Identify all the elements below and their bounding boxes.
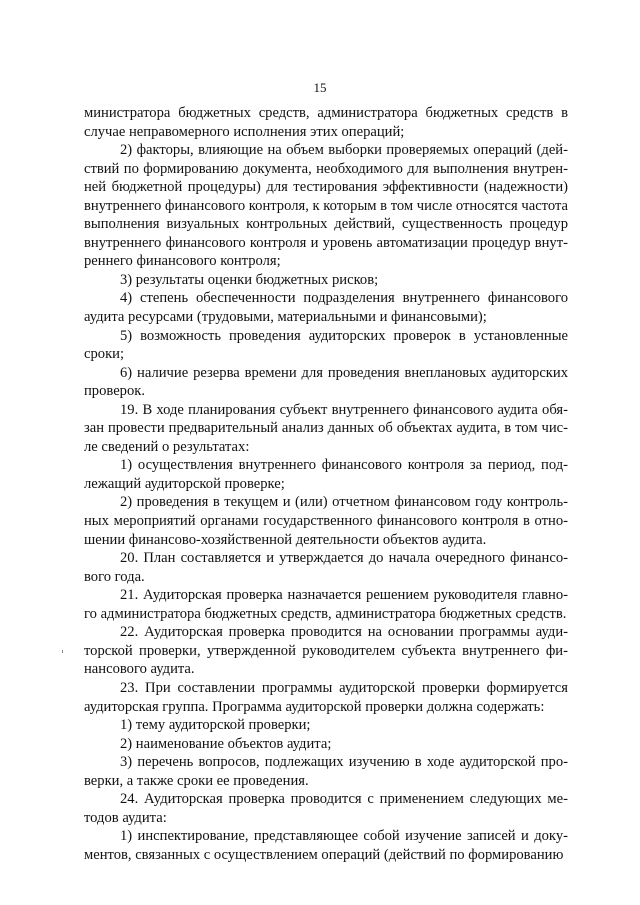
- paragraph: 22. Аудиторская проверка проводится на основании программы аудиторской проверки, утвержденной руководителем субъекта внутреннего финансового аудита.: [84, 624, 568, 678]
- paragraph: 5) возможность проведения аудиторских проверок в установленные сроки;: [84, 327, 568, 363]
- paragraph: 21. Аудиторская проверка назначается решением руководителя главного администратора бюджетных средств, администратора бюджетных средств.: [84, 587, 568, 622]
- paragraph: 3) результаты оценки бюджетных рисков;: [120, 271, 379, 288]
- paragraph: 20. План составляется и утверждается до начала очередного финансового года.: [84, 550, 568, 585]
- paragraph: 1) осуществления внутреннего финансового контроля за период, подлежащий аудиторской проверке;: [84, 457, 568, 492]
- paragraph: 6) наличие резерва времени для проведения внеплановых аудиторских проверок.: [84, 364, 568, 400]
- paragraph: 1) тему аудиторской проверки;: [120, 717, 311, 734]
- paragraph: 23. При составлении программы аудиторской проверки формируется аудиторская группа. Программа аудиторской проверки должна содержать:: [84, 679, 568, 715]
- paragraph: 24. Аудиторская проверка проводится с применением следующих методов аудита:: [84, 791, 568, 826]
- paragraph: 1) инспектирование, представляющее собой изучение записей и документов, связанных с осуществлением операций (действий по формированию: [84, 828, 568, 863]
- paragraph: 2) проведения в текущем и (или) отчетном финансовом году контрольных мероприятий органами государственного финансового контроля в отношении финансово-хозяйственной деятельности объектов аудита.: [84, 494, 568, 548]
- margin-mark: [62, 650, 63, 653]
- paragraph: 19. В ходе планирования субъект внутреннего финансового аудита обязан провести предварительный анализ данных об объектах аудита, в том числе сведений о результатах:: [84, 401, 568, 455]
- paragraph: 3) перечень вопросов, подлежащих изучению в ходе аудиторской проверки, а также сроки ее проведения.: [84, 754, 568, 789]
- paragraph: 2) факторы, влияющие на объем выборки проверяемых операций (действий по формированию документа, необходимого для выполнения внутренней бюджетной процедуры) для тестирования эффективности (надежности) внутреннего финансового контроля, к которым в том числе относятся частота выполнения визуальных контрольных действий, существенность процедур внутреннего финансового контроля и уровень автоматизации процедур внутреннего финансового контроля;: [84, 142, 568, 270]
- paragraph: министратора бюджетных средств, администратора бюджетных средств в случае неправомерного исполнения этих операций;: [84, 105, 568, 140]
- paragraph: 2) наименование объектов аудита;: [120, 735, 332, 752]
- page-number: 15: [313, 80, 327, 95]
- paragraph: 4) степень обеспеченности подразделения внутреннего финансового аудита ресурсами (трудовыми, материальными и финансовыми);: [84, 290, 568, 326]
- document-body: [84, 104, 568, 864]
